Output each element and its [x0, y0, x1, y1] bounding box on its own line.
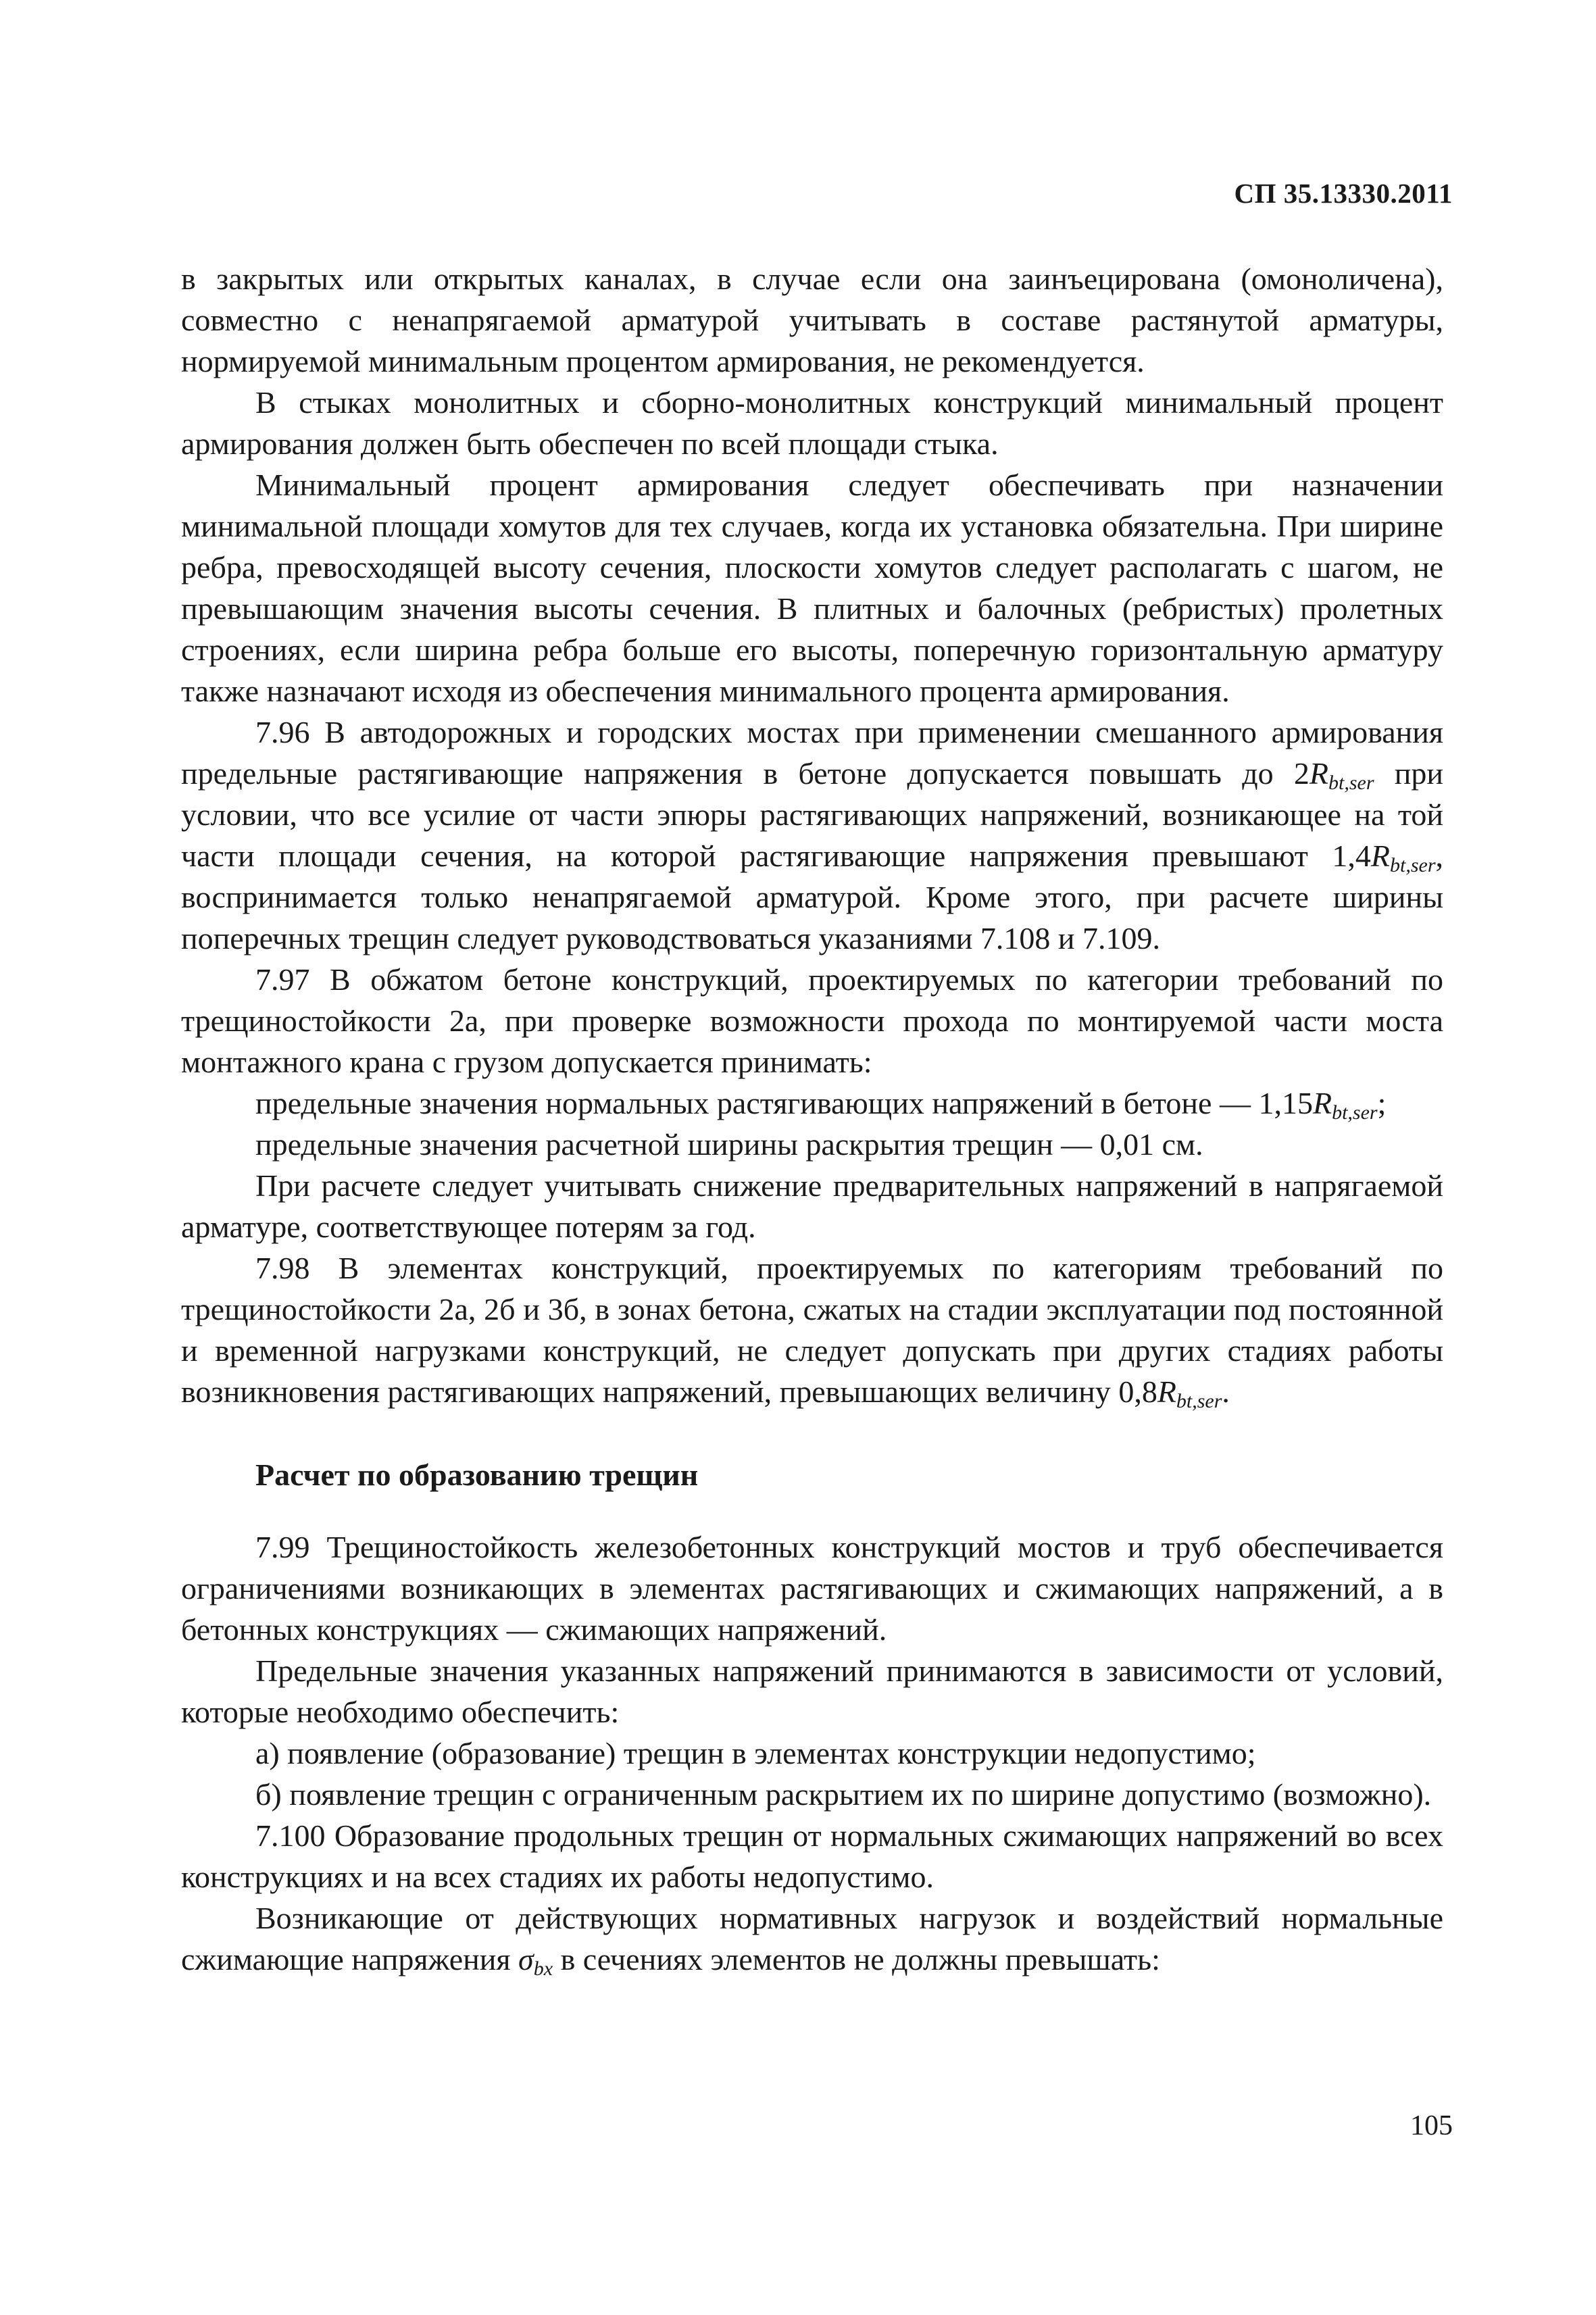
paragraph-min-reinforcement: Минимальный процент армирования следует обеспечивать при назначении минимальной площади хомутов для тех случаев, когда их установка обязательна. При ширине ребра, превосходящей высоту сечения, плоскости хомутов следует располагать с шагом, не превышающим значения высоты сечения. В плитных и балочных (ребристых) пролетных строениях, если ширина ребра больше его высоты, поперечную горизонтальную арматуру также назначают исходя из обеспечения минимального процента армирования. [181, 468, 1443, 708]
paragraph-continuation: в закрытых или открытых каналах, в случае если она заинъецирована (омоноличена), совместно с ненапрягаемой арматурой учитывать в составе растянутой арматуры, нормируемой минимальным процентом армирования, не рекомендуется. [181, 262, 1443, 378]
list-item-b: б) появление трещин с ограниченным раскрытием их по ширине допустимо (возможно). [255, 1777, 1432, 1812]
paragraph-7-97: 7.97 В обжатом бетоне конструкций, проектируемых по категории требований по трещиностойкости 2а, при проверке возможности прохода по монтируемой части моста монтажного крана с грузом допускается принимать: [181, 962, 1443, 1079]
paragraph-losses: При расчете следует учитывать снижение предварительных напряжений в напрягаемой арматуре, соответствующее потерям за год. [181, 1168, 1443, 1244]
formula-1-4r: $1,4R_{bt,ser}$ [1332, 839, 1436, 876]
paragraph-limit-values: Предельные значения указанных напряжений принимаются в зависимости от условий, которые необходимо обеспечить: [181, 1653, 1443, 1729]
page-number: 105 [1410, 2110, 1453, 2141]
formula-0-8r: $0,8R_{bt,ser}$ [1118, 1374, 1222, 1412]
document-body [181, 258, 1443, 1980]
paragraph-7-98: 7.98 В элементах конструкций, проектируемых по категориям требований по трещиностойкости 2а, 2б и 3б, в зонах бетона, сжатых на стадии эксплуатации под постоянной и временной нагрузками конструкций, не следует допускать при других стадиях работы возникновения растягивающих напряжений, превышающих величину $0,8R_{bt,ser}$. [181, 1251, 1443, 1412]
paragraph-7-99: 7.99 Трещиностойкость железобетонных конструкций мостов и труб обеспечивается ограничениями возникающих в элементах растягивающих и сжимающих напряжений, а в бетонных конструкциях — сжимающих напряжений. [181, 1530, 1443, 1647]
document-code: СП 35.13330.2011 [1234, 178, 1453, 209]
formula-1-15r: $1,15R_{bt,ser}$ [1258, 1086, 1378, 1124]
section-heading: Расчет по образованию трещин [255, 1458, 699, 1492]
formula-2r: $2R_{bt,ser}$ [1293, 756, 1374, 794]
list-item-crack-width: предельные значения расчетной ширины раскрытия трещин — 0,01 см. [255, 1127, 1203, 1162]
list-item-tensile-limit: предельные значения нормальных растягивающих напряжений в бетоне — $1,15R_{bt,ser}$; [255, 1086, 1387, 1124]
list-item-a: а) появление (образование) трещин в элементах конструкции недопустимо; [255, 1736, 1256, 1770]
paragraph-7-100: 7.100 Образование продольных трещин от нормальных сжимающих напряжений во всех конструкциях и на всех стадиях их работы недопустимо. [181, 1818, 1443, 1894]
formula-sigma-bx: $\sigma_{bx}$ [518, 1942, 553, 1980]
paragraph-compressive-stress: Возникающие от действующих нормативных нагрузок и воздействий нормальные сжимающие напряжения $\sigma_{bx}$ в сечениях элементов не должны превышать: [181, 1901, 1443, 1980]
paragraph-7-96: 7.96 В автодорожных и городских мостах при применении смешанного армирования предельные растягивающие напряжения в бетоне допускается повышать до $2R_{bt,ser}$ при условии, что все усилие от части эпюры растягивающих напряжений, возникающее на той части площади сечения, на которой растягивающие напряжения превышают $1,4R_{bt,ser}$, воспринимается только ненапрягаемой арматурой. Кроме этого, при расчете ширины поперечных трещин следует руководствоваться указаниями 7.108 и 7.109. [181, 715, 1444, 955]
paragraph-joints: В стыках монолитных и сборно-монолитных конструкций минимальный процент армирования должен быть обеспечен по всей площади стыка. [181, 385, 1443, 461]
